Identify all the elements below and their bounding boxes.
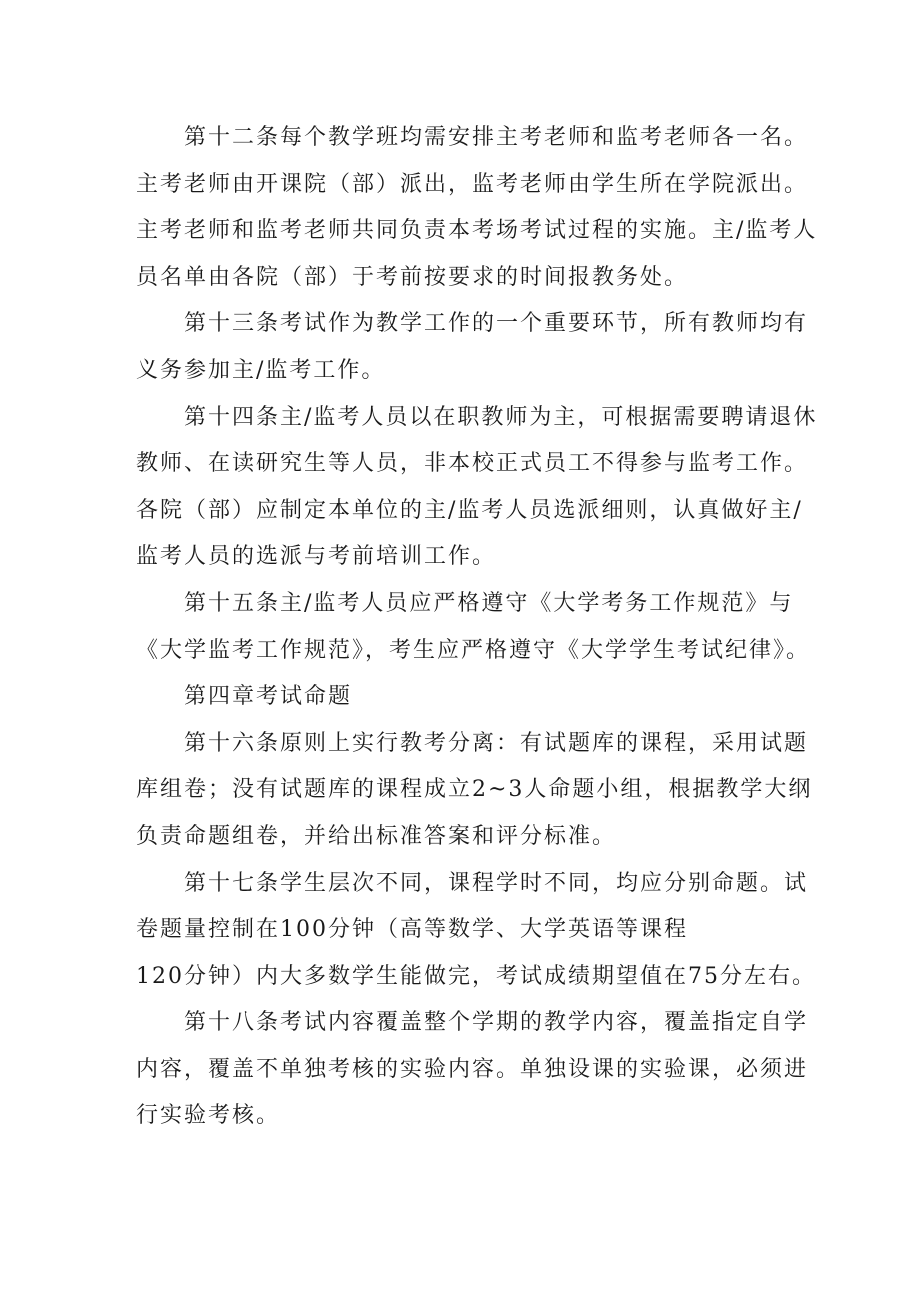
article-18-line-1: 第十八条考试内容覆盖整个学期的教学内容，覆盖指定自学 bbox=[184, 1010, 809, 1036]
article-16-line-2: 库组卷；没有试题库的课程成立2~3人命题小组，根据教学大纲 bbox=[136, 777, 813, 803]
article-17-line-1: 第十七条学生层次不同，课程学时不同，均应分别命题。试 bbox=[184, 870, 809, 896]
article-18-line-2: 内容，覆盖不单独考核的实验内容。单独设课的实验课，必须进 bbox=[136, 1056, 809, 1082]
article-16-line-3: 负责命题组卷，并给出标准答案和评分标准。 bbox=[136, 823, 617, 849]
article-17-line-3: 120分钟）内大多数学生能做完，考试成绩期望值在75分左右。 bbox=[136, 963, 816, 989]
article-14-line-1: 第十四条主/监考人员以在职教师为主，可根据需要聘请退休 bbox=[184, 404, 818, 430]
article-15-line-1: 第十五条主/监考人员应严格遵守《大学考务工作规范》与 bbox=[184, 590, 794, 616]
article-13-line-2: 义务参加主/监考工作。 bbox=[136, 357, 386, 383]
article-18-line-3: 行实验考核。 bbox=[136, 1103, 281, 1129]
article-14-line-4: 监考人员的选派与考前培训工作。 bbox=[136, 544, 497, 570]
article-13-line-1: 第十三条考试作为教学工作的一个重要环节，所有教师均有 bbox=[184, 311, 809, 337]
article-17-line-2: 卷题量控制在100分钟（高等数学、大学英语等课程 bbox=[136, 917, 688, 943]
chapter-4-heading: 第四章考试命题 bbox=[184, 684, 353, 710]
article-12-line-2: 主考老师由开课院（部）派出，监考老师由学生所在学院派出。 bbox=[136, 171, 809, 197]
document-body bbox=[136, 115, 818, 1140]
article-12-line-4: 员名单由各院（部）于考前按要求的时间报教务处。 bbox=[136, 264, 689, 290]
article-14-line-2: 教师、在读研究生等人员，非本校正式员工不得参与监考工作。 bbox=[136, 451, 809, 477]
article-15-line-2: 《大学监考工作规范》，考生应严格遵守《大学学生考试纪律》。 bbox=[136, 637, 811, 663]
article-12-line-3: 主考老师和监考老师共同负责本考场考试过程的实施。主/监考人 bbox=[136, 218, 818, 244]
article-14-line-3: 各院（部）应制定本单位的主/监考人员选派细则，认真做好主/ bbox=[136, 497, 803, 523]
article-16-line-1: 第十六条原则上实行教考分离：有试题库的课程，采用试题 bbox=[184, 730, 809, 756]
article-12-line-1: 第十二条每个教学班均需安排主考老师和监考老师各一名。 bbox=[184, 125, 809, 150]
